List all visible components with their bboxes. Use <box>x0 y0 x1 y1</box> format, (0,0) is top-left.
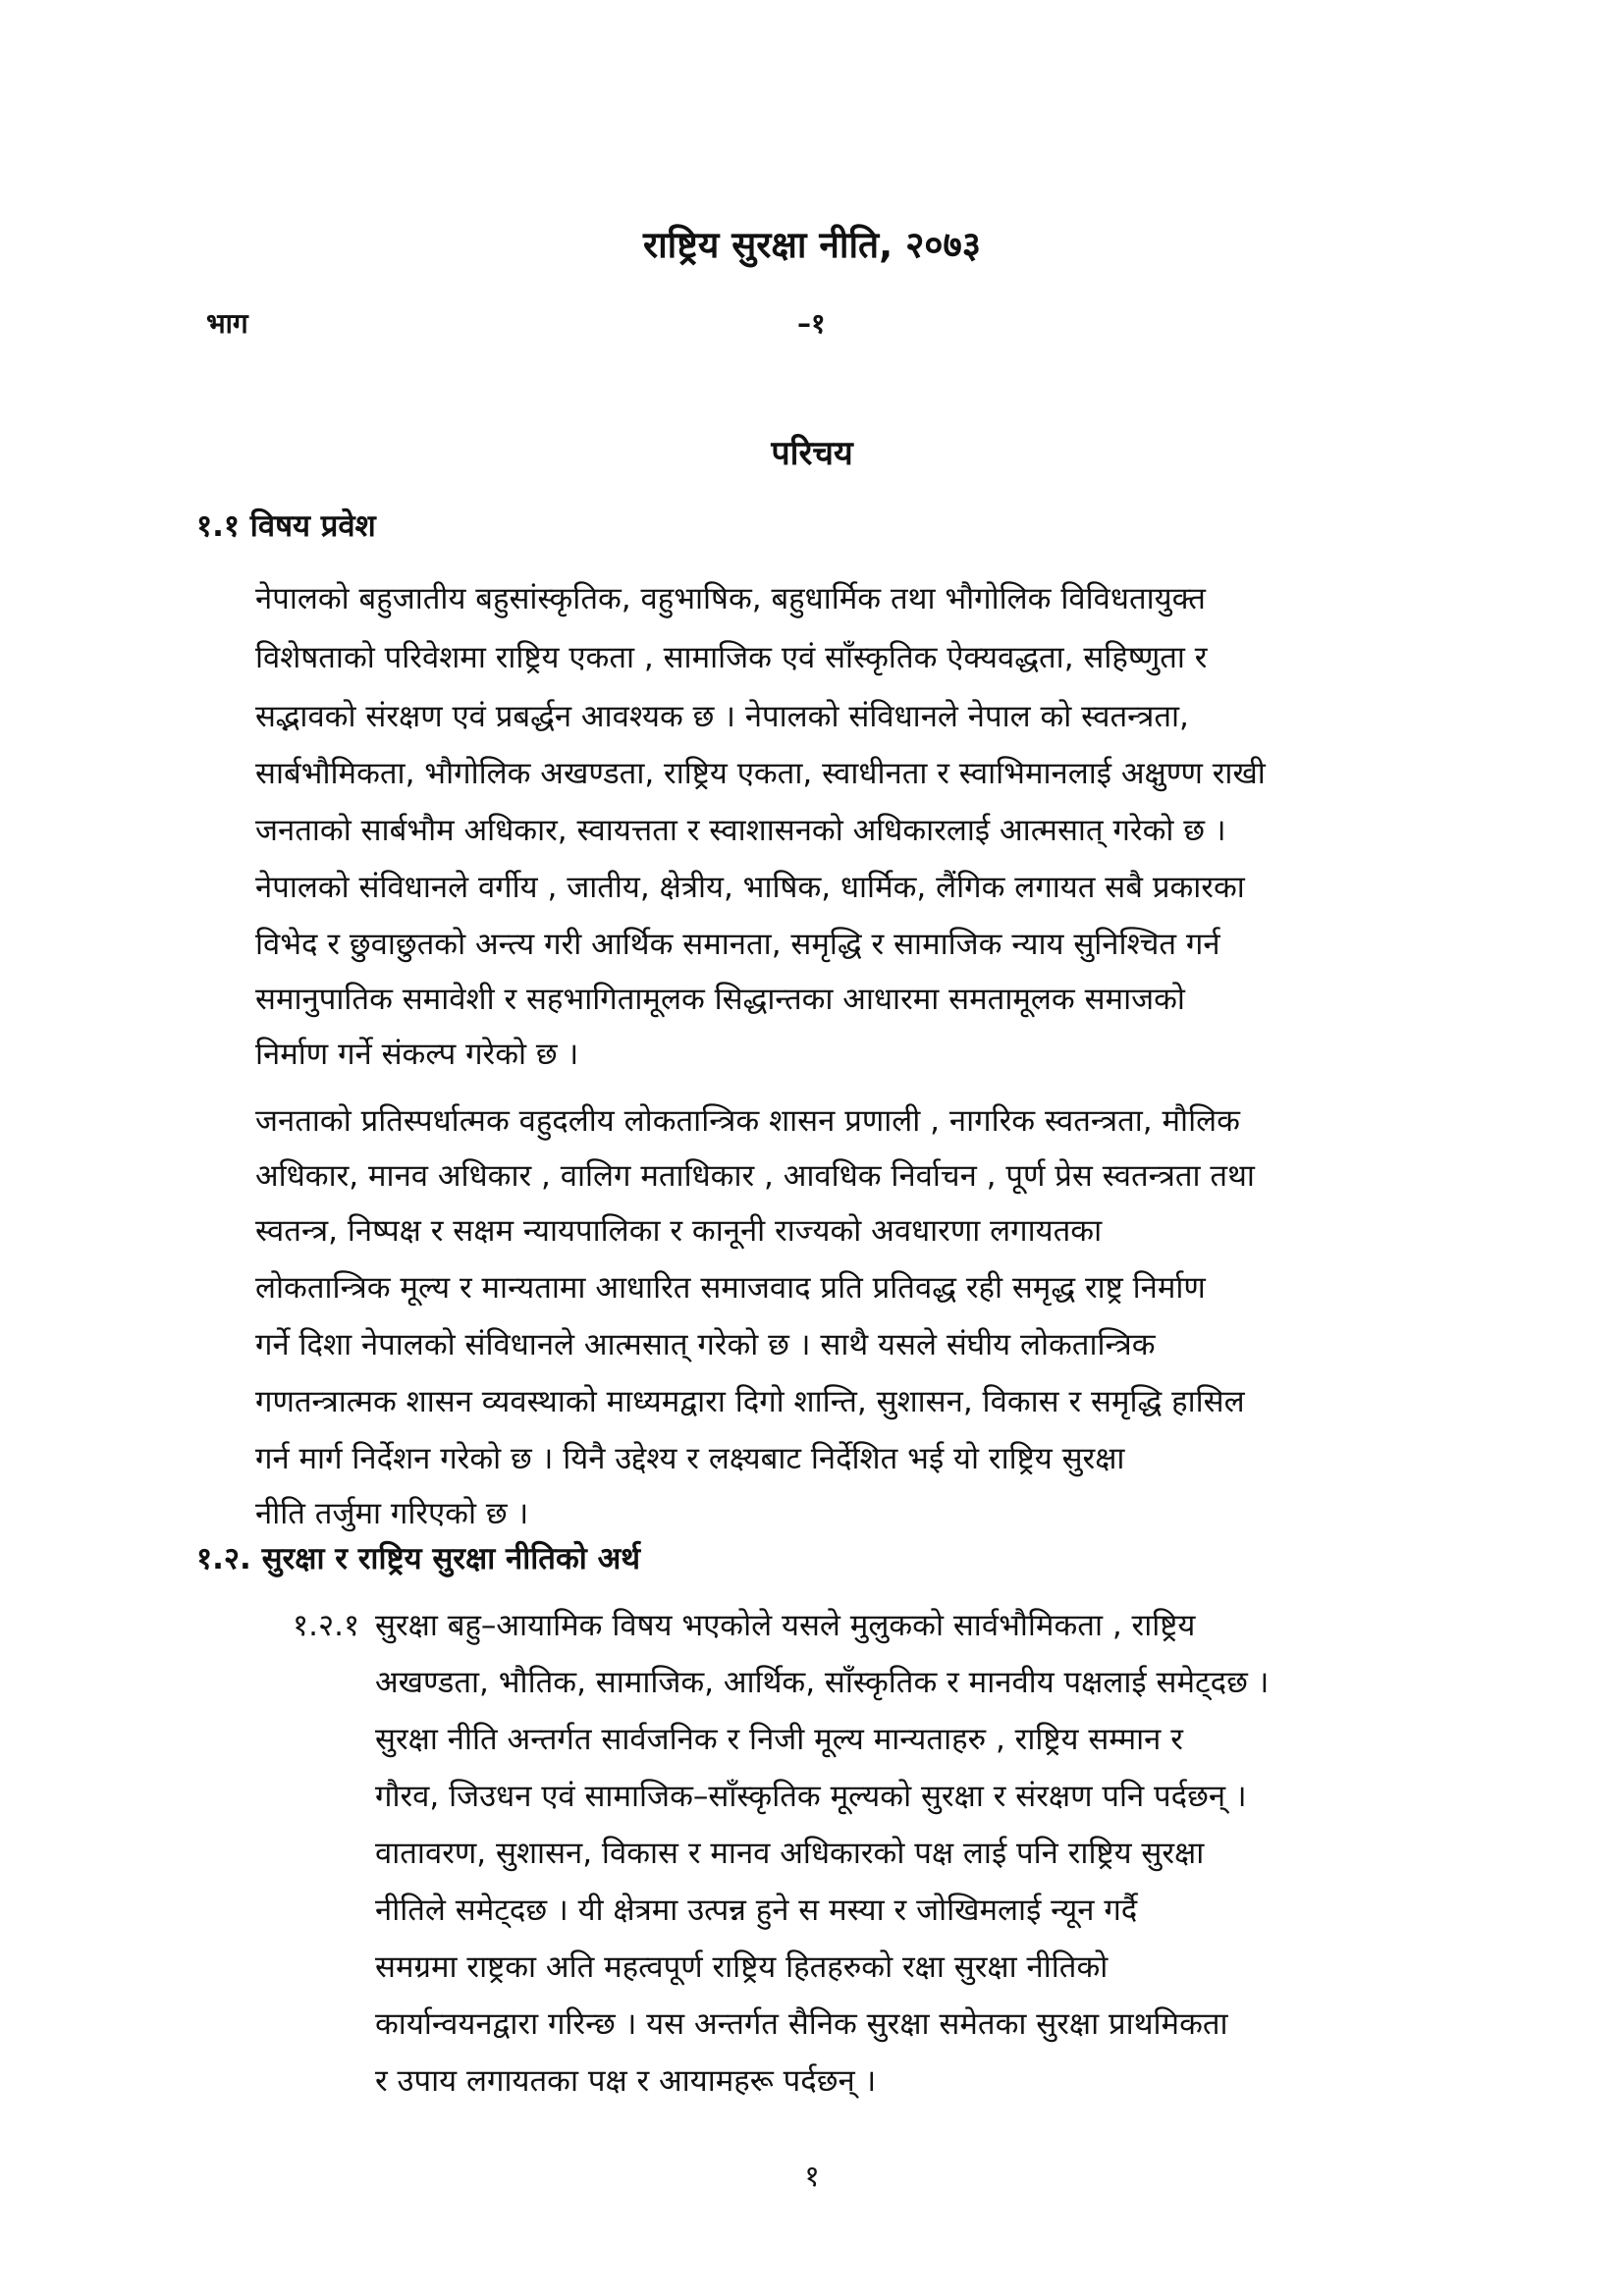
item-line: वातावरण, सुशासन, विकास र मानव अधिकारको पक्ष लाई पनि राष्ट्रिय सुरक्षा <box>375 1836 1205 1871</box>
document-title: राष्ट्रिय सुरक्षा नीति, २०७३ <box>642 224 982 266</box>
paragraph-line: गर्न मार्ग निर्देशन गरेको छ । यिनै उद्देश्य र लक्ष्यबाट निर्देशित भई यो राष्ट्रिय सुरक्षा <box>255 1441 1125 1476</box>
item-line: सुरक्षा नीति अन्तर्गत सार्वजनिक र निजी मूल्य मान्यताहरु , राष्ट्रिय सम्मान र <box>375 1722 1183 1757</box>
heading-1-2: १.२. सुरक्षा र राष्ट्रिय सुरक्षा नीतिको अर्थ <box>196 1541 641 1576</box>
paragraph-line: नेपालको बहुजातीय बहुसांस्कृतिक, वहुभाषिक, बहुधार्मिक तथा भौगोलिक विविधतायुक्त <box>255 581 1206 616</box>
item-number: १.२.१ <box>293 1608 360 1643</box>
paragraph-line: जनताको सार्बभौम अधिकार, स्वायत्तता र स्वाशासनको अधिकारलाई आत्मसात् गरेको छ । <box>255 813 1226 848</box>
paragraph-line: समानुपातिक समावेशी र सहभागितामूलक सिद्धान्तका आधारमा समतामूलक समाजको <box>255 982 1185 1017</box>
item-line: र उपाय लगायतका पक्ष र आयामहरू पर्दछन् । <box>375 2063 877 2099</box>
item-line: कार्यान्वयनद्वारा गरिन्छ । यस अन्तर्गत सैनिक सुरक्षा समेतका सुरक्षा प्राथमिकता <box>375 2006 1228 2042</box>
paragraph-line: लोकतान्त्रिक मूल्य र मान्यतामा आधारित समाजवाद प्रति प्रतिवद्ध रही समृद्ध राष्ट्र निर्माण <box>255 1270 1206 1306</box>
section-title: परिचय <box>771 434 853 473</box>
item-line: गौरव, जिउधन एवं सामाजिक–साँस्कृतिक मूल्यको सुरक्षा र संरक्षण पनि पर्दछन् । <box>375 1779 1247 1814</box>
paragraph-line: नीति तर्जुमा गरिएको छ । <box>255 1496 529 1531</box>
part-label: भाग <box>206 307 248 340</box>
paragraph-line: सार्बभौमिकता, भौगोलिक अखण्डता, राष्ट्रिय एकता, स्वाधीनता र स्वाभिमानलाई अक्षुण्ण राखी <box>255 756 1266 791</box>
heading-1-1: १.१ विषय प्रवेश <box>196 508 376 544</box>
paragraph-line: सद्भावको संरक्षण एवं प्रबर्द्धन आवश्यक छ । नेपालको संविधानले नेपाल को स्वतन्त्रता, <box>255 699 1189 734</box>
paragraph-line: जनताको प्रतिस्पर्धात्मक वहुदलीय लोकतान्त्रिक शासन प्रणाली , नागरिक स्वतन्त्रता, मौलिक <box>255 1103 1240 1139</box>
paragraph-line: नेपालको संविधानले वर्गीय , जातीय, क्षेत्रीय, भाषिक, धार्मिक, लैंगिक लगायत सबै प्रकारका <box>255 870 1245 905</box>
paragraph-line: विभेद र छुवाछुतको अन्त्य गरी आर्थिक समानता, समृद्धि र सामाजिक न्याय सुनिश्चित गर्न <box>255 927 1220 962</box>
item-line: नीतिले समेट्दछ । यी क्षेत्रमा उत्पन्न हुने स मस्या र जोखिमलाई न्यून गर्दै <box>375 1893 1138 1928</box>
paragraph-line: गणतन्त्रात्मक शासन व्यवस्थाको माध्यमद्वारा दिगो शान्ति, सुशासन, विकास र समृद्धि हासिल <box>255 1384 1245 1419</box>
item-line: अखण्डता, भौतिक, सामाजिक, आर्थिक, साँस्कृतिक र मानवीय पक्षलाई समेट्दछ । <box>375 1665 1270 1700</box>
page-number: १ <box>804 2160 820 2194</box>
paragraph-line: विशेषताको परिवेशमा राष्ट्रिय एकता , सामाजिक एवं साँस्कृतिक ऐक्यवद्धता, सहिष्णुता र <box>255 640 1208 675</box>
paragraph-line: निर्माण गर्ने संकल्प गरेको छ । <box>255 1037 579 1072</box>
part-number: –१ <box>797 307 826 340</box>
paragraph-line: स्वतन्त्र, निष्पक्ष र सक्षम न्यायपालिका र कानूनी राज्यको अवधारणा लगायतका <box>255 1213 1103 1249</box>
paragraph-line: अधिकार, मानव अधिकार , वालिग मताधिकार , आवधिक निर्वाचन , पूर्ण प्रेस स्वतन्त्रता तथा <box>255 1158 1255 1194</box>
item-line: सुरक्षा बहु–आयामिक विषय भएकोले यसले मुलुकको सार्वभौमिकता , राष्ट्रिय <box>375 1608 1196 1643</box>
item-line: समग्रमा राष्ट्रका अति महत्वपूर्ण राष्ट्रिय हितहरुको रक्षा सुरक्षा नीतिको <box>375 1949 1109 1985</box>
paragraph-line: गर्ने दिशा नेपालको संविधानले आत्मसात् गरेको छ । साथै यसले संघीय लोकतान्त्रिक <box>255 1327 1156 1362</box>
